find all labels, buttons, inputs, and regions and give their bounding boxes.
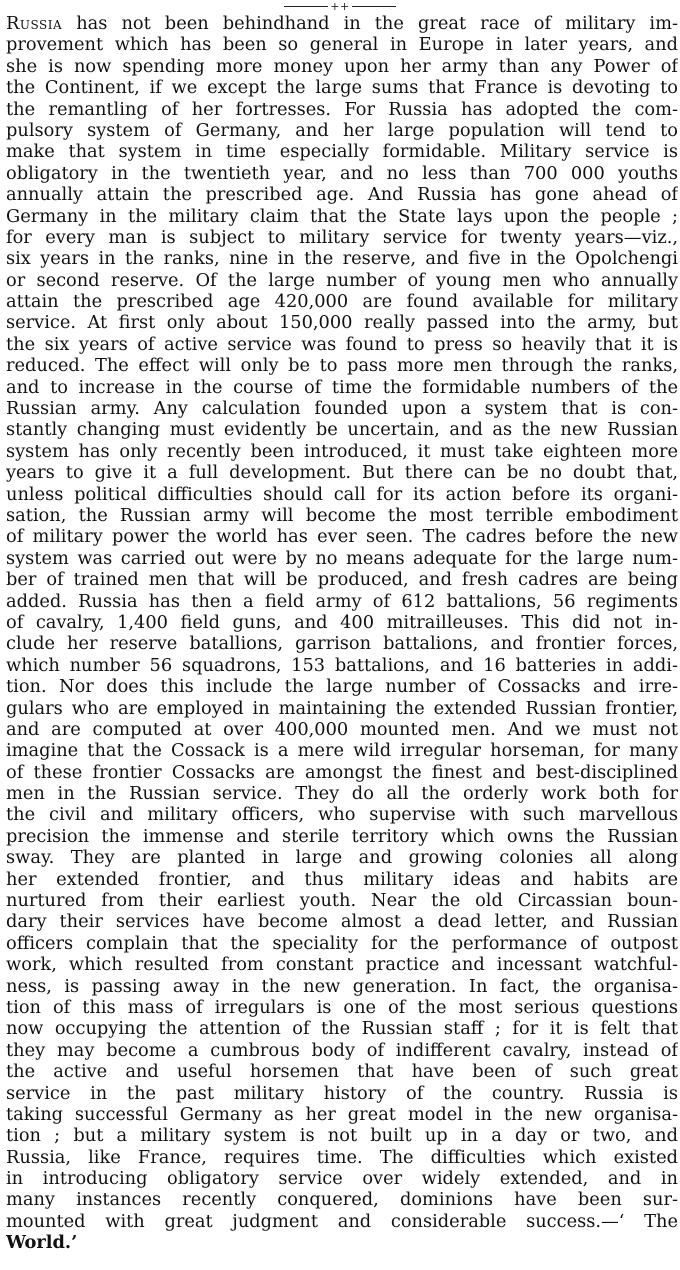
- article-line: of military power the world has ever seen. The cadres before the new: [6, 526, 678, 548]
- article-line: gulars who are employed in maintaining the extended Russian frontier,: [6, 697, 678, 719]
- divider-mark: ++: [330, 0, 350, 13]
- article-line: ness, is passing away in the new generation. In fact, the organisa-: [6, 975, 678, 997]
- article-line: which number 56 squadrons, 153 battalions, and 16 batteries in addi-: [6, 654, 678, 676]
- article-line: in introducing obligatory service over widely extended, and in: [6, 1168, 678, 1190]
- article-source-attribution: World.’: [6, 1232, 78, 1254]
- article-first-line-text: has not been behindhand in the great race of military im-: [76, 13, 678, 34]
- article-line: six years in the ranks, nine in the reserve, and five in the Opolchengi: [6, 248, 678, 270]
- article-line: make that system in time especially formidable. Military service is: [6, 141, 678, 163]
- article-line: taking successful Germany as her great model in the new organisa-: [6, 1103, 678, 1125]
- article-line: service in the past military history of the country. Russia is: [6, 1082, 678, 1104]
- article-line: the Continent, if we except the large sums that France is devoting to: [6, 77, 678, 99]
- article-line: obligatory in the twentieth year, and no less than 700 000 youths: [6, 162, 678, 184]
- article-line: of these frontier Cossacks are amongst the finest and best-disciplined: [6, 761, 678, 783]
- article-line: ber of trained men that will be produced, and fresh cadres are being: [6, 569, 678, 591]
- article-line: tion. Nor does this include the large number of Cossacks and irre-: [6, 676, 678, 698]
- article-line: clude her reserve batallions, garrison battalions, and frontier forces,: [6, 633, 678, 655]
- article-body: [6, 13, 678, 1254]
- article-line: imagine that the Cossack is a mere wild irregular horseman, for many: [6, 740, 678, 762]
- article-line: dary their services have become almost a dead letter, and Russian: [6, 911, 678, 933]
- article-line: Russian army. Any calculation founded upon a system that is con-: [6, 398, 678, 420]
- section-divider-ornament: [0, 0, 680, 12]
- article-line: annually attain the prescribed age. And Russia has gone ahead of: [6, 184, 678, 206]
- article-line: reduced. The effect will only be to pass more men through the ranks,: [6, 355, 678, 377]
- article-line: tion ; but a military system is not built up in a day or two, and: [6, 1125, 678, 1147]
- article-line: mounted with great judgment and considerable success.—‘ The: [6, 1210, 678, 1232]
- article-line: sation, the Russian army will become the most terrible embodiment: [6, 504, 678, 526]
- divider-rule-right: [352, 6, 396, 7]
- article-line: Germany in the military claim that the State lays upon the people ;: [6, 205, 678, 227]
- article-line: service. At first only about 150,000 really passed into the army, but: [6, 312, 678, 334]
- divider-rule-left: [284, 6, 328, 7]
- article-line: and are computed at over 400,000 mounted men. And we must not: [6, 718, 678, 740]
- article-line: her extended frontier, and thus military ideas and habits are: [6, 868, 678, 890]
- article-line: Russia, like France, requires time. The difficulties which existed: [6, 1146, 678, 1168]
- article-line: or second reserve. Of the large number of young men who annually: [6, 269, 678, 291]
- article-line: the civil and military officers, who supervise with such marvellous: [6, 804, 678, 826]
- article-line: the six years of active service was found to press so heavily that it is: [6, 333, 678, 355]
- article-line: tion of this mass of irregulars is one of the most serious questions: [6, 996, 678, 1018]
- article-line: now occupying the attention of the Russian staff ; for it is felt that: [6, 1018, 678, 1040]
- article-line: added. Russia has then a field army of 612 battalions, 56 regiments: [6, 590, 678, 612]
- article-line: men in the Russian service. They do all the orderly work both for: [6, 783, 678, 805]
- article-line: for every man is subject to military service for twenty years—viz.,: [6, 226, 678, 248]
- article-line: many instances recently conquered, dominions have been sur-: [6, 1189, 678, 1211]
- article-line: nurtured from their earliest youth. Near the old Circassian boun-: [6, 890, 678, 912]
- article-line: pulsory system of Germany, and her large population will tend to: [6, 119, 678, 141]
- article-line: precision the immense and sterile territory which owns the Russian: [6, 825, 678, 847]
- article-line: and to increase in the course of time the formidable numbers of the: [6, 376, 678, 398]
- article-line: unless political difficulties should call for its action before its organi-: [6, 483, 678, 505]
- article-line: work, which resulted from constant practice and incessant watchful-: [6, 954, 678, 976]
- article-opening-word: Russia: [6, 13, 63, 34]
- article-line: the active and useful horsemen that have been of such great: [6, 1061, 678, 1083]
- article-line: they may become a cumbrous body of indifferent cavalry, instead of: [6, 1039, 678, 1061]
- article-line: of cavalry, 1,400 field guns, and 400 mitrailleuses. This did not in-: [6, 611, 678, 633]
- article-line: she is now spending more money upon her army than any Power of: [6, 55, 678, 77]
- article-line-first: [6, 13, 678, 34]
- article-line: years to give it a full development. But there can be no doubt that,: [6, 462, 678, 484]
- article-line: officers complain that the speciality for the performance of outpost: [6, 932, 678, 954]
- article-line: provement which has been so general in Europe in later years, and: [6, 34, 678, 56]
- article-line: the remantling of her fortresses. For Russia has adopted the com-: [6, 98, 678, 120]
- article-line: sway. They are planted in large and growing colonies all along: [6, 847, 678, 869]
- article-line: stantly changing must evidently be uncertain, and as the new Russian: [6, 419, 678, 441]
- article-line: system has only recently been introduced, it must take eighteen more: [6, 440, 678, 462]
- article-line: system was carried out were by no means adequate for the large num-: [6, 547, 678, 569]
- article-line: attain the prescribed age 420,000 are found available for military: [6, 291, 678, 313]
